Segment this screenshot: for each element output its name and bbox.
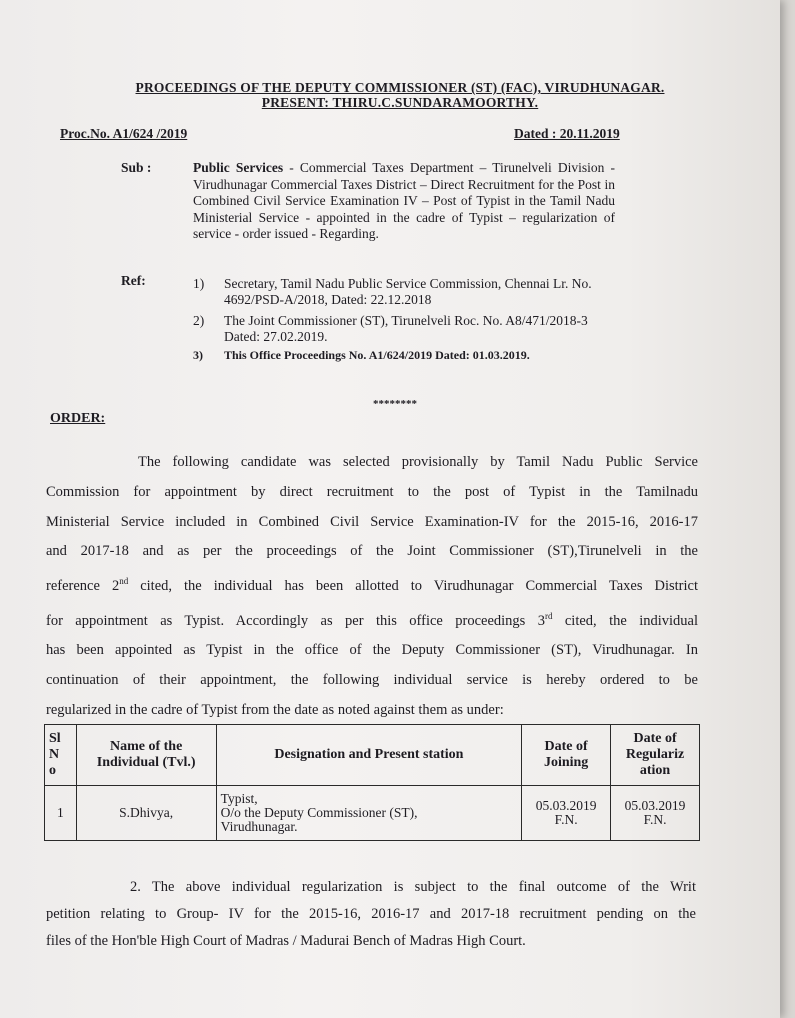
subject-lead: Public Services: [193, 160, 284, 175]
paragraph-line: Commission for appointment by direct recruitment to the post of Typist in the Tamilnadu: [46, 483, 698, 500]
header-name: Name of the Individual (Tvl.): [76, 725, 216, 786]
paragraph-line: regularized in the cadre of Typist from the date as noted against them as under:: [46, 702, 504, 719]
reference-number: 1): [193, 276, 205, 291]
header-designation: Designation and Present station: [216, 725, 522, 786]
order-paragraph: [46, 448, 698, 726]
reference-item: [193, 276, 613, 310]
header-date-of-joining: Date of Joining: [522, 725, 611, 786]
regularization-table: [44, 724, 700, 841]
separator-stars: ********: [373, 398, 417, 410]
subject-rest: - Commercial Taxes Department – Tirunelveli Division - Virudhunagar Commercial Taxes District – Direct Recruitment for the Post in Combined Civil Service Examination IV – Post of Typist in the Tamil Nadu Ministerial Service - appointed in the cadre of Typist – regularization of service - order issued - Regarding.: [193, 160, 615, 241]
cell-date-of-joining: 05.03.2019 F.N.: [522, 786, 611, 841]
present-officer: PRESENT: THIRU.C.SUNDARAMOORTHY.: [261, 95, 539, 110]
paragraph-line: has been appointed as Typist in the office of the Deputy Commissioner (ST), Virudhunagar. In: [46, 642, 698, 659]
reference-number: 2): [193, 313, 205, 328]
proceedings-date: Dated : 20.11.2019: [514, 126, 620, 141]
reference-item: [193, 313, 613, 347]
reference-text: Secretary, Tamil Nadu Public Service Commission, Chennai Lr. No. 4692/PSD-A/2018, Dated: 22.12.2018: [224, 276, 592, 307]
proceedings-title: PROCEEDINGS OF THE DEPUTY COMMISSIONER (ST) (FAC), VIRUDHUNAGAR.: [135, 80, 665, 95]
paragraph-line: for appointment as Typist. Accordingly as per this office proceedings 3rd cited, the individual: [46, 610, 698, 629]
paragraph-line: reference 2nd cited, the individual has been allotted to Virudhunagar Commercial Taxes District: [46, 576, 698, 595]
paragraph-line: 2. The above individual regularization is subject to the final outcome of the Writ: [130, 879, 696, 895]
cell-designation: Typist, O/o the Deputy Commissioner (ST), Virudhunagar.: [216, 786, 522, 841]
subject-text: [193, 160, 615, 243]
table-header-row: [45, 725, 700, 786]
paragraph-line: Ministerial Service included in Combined Civil Service Examination-IV for the 2015-16, 2016-17: [46, 513, 698, 530]
cell-sl-no: 1: [45, 786, 77, 841]
order-heading: ORDER:: [50, 411, 106, 426]
reference-text: This Office Proceedings No. A1/624/2019 Dated: 01.03.2019.: [224, 348, 530, 362]
cell-name: S.Dhivya,: [76, 786, 216, 841]
paragraph-line: The following candidate was selected provisionally by Tamil Nadu Public Service: [138, 454, 698, 470]
table-row: [45, 786, 700, 841]
paragraph-line: continuation of their appointment, the following individual service is hereby ordered to be: [46, 672, 698, 689]
proceedings-number: Proc.No. A1/624 /2019: [60, 126, 188, 141]
reference-label: Ref:: [121, 273, 146, 288]
paragraph-two: [46, 874, 696, 955]
paragraph-line: petition relating to Group- IV for the 2015-16, 2016-17 and 2017-18 recruitment pending on the: [46, 906, 696, 922]
paragraph-line: files of the Hon'ble High Court of Madras / Madurai Bench of Madras High Court.: [46, 933, 526, 949]
header-date-of-regularization: Date of Regulariz ation: [611, 725, 700, 786]
header-sl-no: Sl N o: [45, 725, 77, 786]
reference-item: [193, 347, 613, 377]
paragraph-line: and 2017-18 and as per the proceedings of the Joint Commissioner (ST),Tirunelveli in the: [46, 543, 698, 560]
subject-label: Sub :: [121, 160, 152, 175]
cell-date-of-regularization: 05.03.2019 F.N.: [611, 786, 700, 841]
reference-number: 3): [193, 348, 203, 362]
reference-text: The Joint Commissioner (ST), Tirunelveli Roc. No. A8/471/2018-3 Dated: 27.02.2019.: [224, 313, 588, 344]
